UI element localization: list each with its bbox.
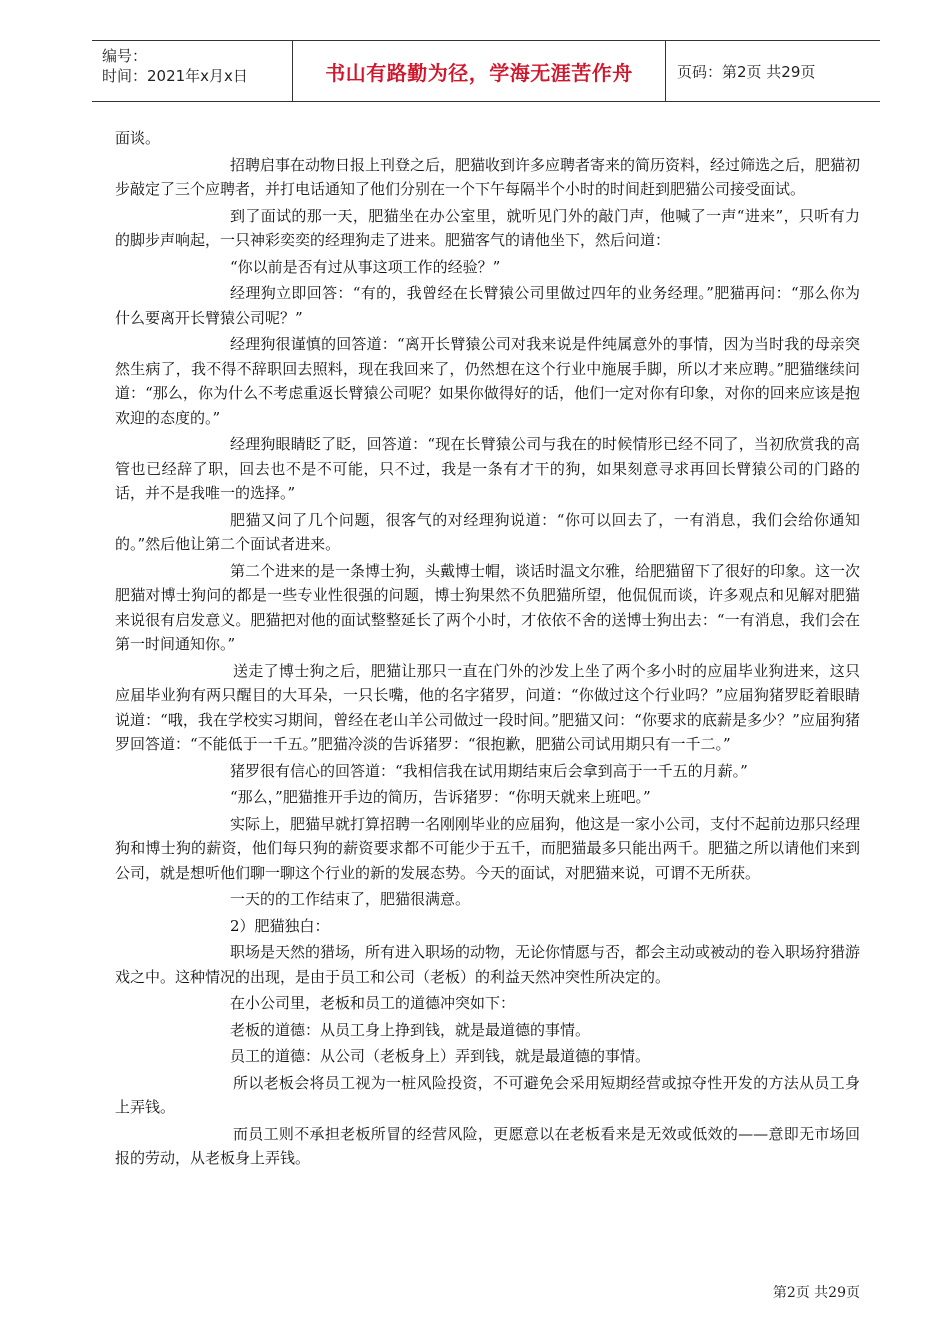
paragraph: 实际上，肥猫早就打算招聘一名刚刚毕业的应届狗，他这是一家小公司，支付不起前边那只经理狗和博士狗的薪资，他们每只狗的薪资要求都不可能少于五千，而肥猫最多只能出两千。肥猫之所以请他们来到公司，就是想听他们聊一聊这个行业的新的发展态势。今天的面试，对肥猫来说，可谓不无所获。	[115, 814, 861, 882]
paragraph: 职场是天然的猎场，所有进入职场的动物，无论你情愿与否，都会主动或被动的卷入职场狩猎游戏之中。这种情况的出现，是由于员工和公司（老板）的利益天然冲突性所决定的。	[115, 943, 861, 986]
paragraph: 在小公司里，老板和员工的道德冲突如下：	[230, 994, 516, 1012]
paragraph: 猪罗很有信心的回答道：“我相信我在试用期结束后会拿到高于一千五的月薪。”	[230, 761, 748, 780]
document-time-label: 时间：2021年x月x日	[102, 67, 248, 85]
paragraph: 2）肥猫独白：	[230, 916, 330, 935]
paragraph: 员工的道德：从公司（老板身上）弄到钱，就是最道德的事情。	[230, 1047, 651, 1065]
header-motto-cell	[293, 41, 666, 101]
paragraph: 面谈。	[115, 129, 161, 147]
header-page-cell	[667, 41, 880, 101]
document-number-label: 编号：	[102, 47, 148, 65]
paragraph: 送走了博士狗之后，肥猫让那只一直在门外的沙发上坐了两个多小时的应届毕业狗进来，这只应届毕业狗有两只醒目的大耳朵，一只长嘴，他的名字猪罗，问道：“你做过这个行业吗？”应届狗猪罗眨着眼睛说道：“哦，我在学校实习期间，曾经在老山羊公司做过一段时间。”肥猫又问：“你要求的底薪是多少？”应届狗猪罗回答道：“不能低于一千五。”肥猫冷淡的告诉猪罗：“很抱歉，肥猫公司试用期只有一千二。”	[115, 661, 860, 753]
header-motto: 书山有路勤为径，学海无涯苦作舟	[325, 60, 633, 85]
header-meta	[92, 41, 293, 101]
paragraph: 到了面试的那一天，肥猫坐在办公室里，就听见门外的敲门声，他喊了一声“进来”，只听有力的脚步声响起，一只神彩奕奕的经理狗走了进来。肥猫客气的请他坐下，然后问道：	[115, 206, 860, 249]
paragraph: 招聘启事在动物日报上刊登之后，肥猫收到许多应聘者寄来的简历资料，经过筛选之后，肥猫初步敲定了三个应聘者，并打电话通知了他们分别在一个下午每隔半个小时的时间赶到肥猫公司接受面试。	[115, 155, 861, 198]
paragraph: “你以前是否有过从事这项工作的经验？”	[230, 257, 501, 276]
paragraph: 所以老板会将员工视为一桩风险投资，不可避免会采用短期经营或掠夺性开发的方法从员工身上弄钱。	[115, 1073, 860, 1116]
paragraph: 经理狗很谨慎的回答道：“离开长臂猿公司对我来说是件纯属意外的事情，因为当时我的母亲突然生病了，我不得不辞职回去照料，现在我回来了，仍然想在这个行业中施展手脚，所以才来应聘。”肥猫继续问道：“那么，你为什么不考虑重返长臂猿公司呢？如果你做得好的话，他们一定对你有印象，对你的回来应该是抱欢迎的态度的。”	[115, 335, 860, 427]
page-header	[92, 40, 880, 102]
paragraph: “那么，”肥猫推开手边的简历，告诉猪罗：“你明天就来上班吧。”	[230, 788, 651, 806]
paragraph: 老板的道德：从员工身上挣到钱，就是最道德的事情。	[230, 1020, 591, 1039]
paragraph: 第二个进来的是一条博士狗，头戴博士帽，谈话时温文尔雅，给肥猫留下了很好的印象。这一次肥猫对博士狗问的都是一些专业性很强的问题，博士狗果然不负肥猫所望，他侃侃而谈，许多观点和见解对肥猫来说很有启发意义。肥猫把对他的面试整整延长了两个小时，才依依不舍的送博士狗出去：“一有消息，我们会在第一时间通知你。”	[115, 561, 861, 653]
header-page-info: 页码：第2页 共29页	[677, 62, 816, 81]
paragraph: 一天的的工作结束了，肥猫很满意。	[230, 890, 471, 908]
page-footer: 第2页 共29页	[772, 1285, 860, 1301]
paragraph: 经理狗立即回答：“有的，我曾经在长臂猿公司里做过四年的业务经理。”肥猫再问：“那么你为什么要离开长臂猿公司呢？”	[115, 284, 860, 327]
paragraph: 肥猫又问了几个问题，很客气的对经理狗说道：“你可以回去了，一有消息，我们会给你通知的。”然后他让第二个面试者进来。	[115, 510, 860, 553]
document-body	[115, 126, 860, 1173]
paragraph: 经理狗眼睛眨了眨，回答道：“现在长臂猿公司与我在的时候情形已经不同了，当初欣赏我的高管也已经辞了职，回去也不是不可能，只不过，我是一条有才干的狗，如果刻意寻求再回长臂猿公司的门路的话，并不是我唯一的选择。”	[115, 435, 860, 502]
paragraph: 而员工则不承担老板所冒的经营风险，更愿意以在老板看来是无效或低效的——意即无市场回报的劳动，从老板身上弄钱。	[115, 1124, 860, 1167]
